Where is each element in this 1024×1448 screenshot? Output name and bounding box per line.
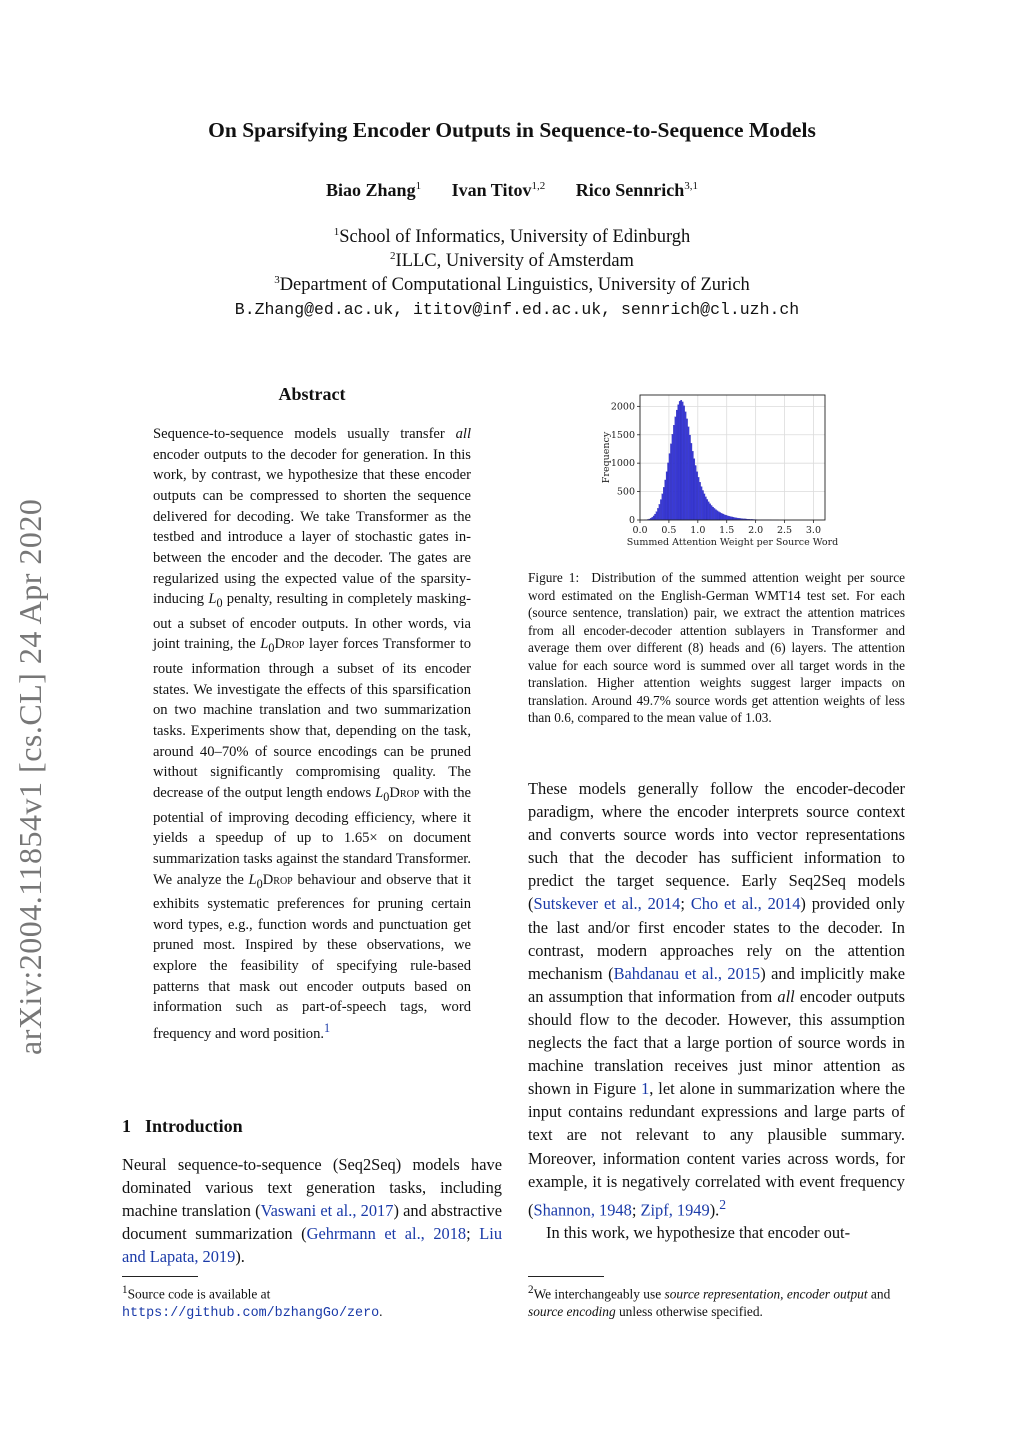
citation-link[interactable]: Vaswani et al., 2017 xyxy=(260,1201,394,1221)
y-tick-label: 1500 xyxy=(610,429,635,441)
histogram-bar xyxy=(717,511,718,520)
histogram-bar xyxy=(680,400,681,520)
histogram-bar xyxy=(695,465,696,520)
histogram-bar xyxy=(675,417,676,520)
affiliation: $^2$ILLC, University of Amsterdam xyxy=(390,250,634,272)
histogram-bar xyxy=(679,401,680,520)
body-paragraph: These models generally follow the encoder-decoder paradigm, where the encoder interprets source context and converts source words into vector representations such that the decoder has sufficient information to predict the target sequence. Early Seq2Seq models (Sutskever et al., 2014; Cho et al., 2014) provided only the last and/or first encoder states to the decoder. In contrast, modern approaches rely on the attention mechanism (Bahdanau et al., 2015) and implicitly make an assumption that information from all encoder outputs should flow to the decoder. However, this assumption neglects the fact that a large portion of source words in machine translation receives just minor attention as shown in Figure 1, let alone in summarization where the input contains redundant expressions and large parts of text are not relevant to any plausible summary. Moreover, information content varies across words, for example, it is negatively correlated with event frequency (Shannon, 1948; Zipf, 1949).$^2$ xyxy=(528,779,906,1220)
x-tick-label: 1.5 xyxy=(719,525,735,536)
histogram-bar xyxy=(660,500,661,520)
x-tick-label: 1.0 xyxy=(690,525,706,536)
citation-link[interactable]: Liu and Lapata, 2019 xyxy=(122,1224,503,1267)
affiliation: $^3$Department of Computational Linguistics, University of Zurich xyxy=(274,274,750,296)
author: Ivan Titov$^{1,2}$ xyxy=(451,180,546,200)
histogram-bar xyxy=(669,454,670,520)
histogram-bar xyxy=(693,459,694,520)
histogram-bar xyxy=(706,499,707,520)
footnote: $^2$We interchangeably use source representation, encoder output and source encoding unless otherwise specified. xyxy=(528,1284,891,1320)
histogram-bar xyxy=(709,504,710,520)
histogram-bar xyxy=(704,494,705,520)
histogram-bar xyxy=(663,487,664,520)
histogram-bar xyxy=(728,516,729,520)
histogram-bar xyxy=(711,505,712,520)
figure-ref-link[interactable]: 1 xyxy=(641,1079,650,1099)
histogram-bar xyxy=(721,513,722,520)
histogram-bar xyxy=(688,427,689,520)
footnote: $^1$Source code is available at https://github.com/bzhangGo/zero. xyxy=(122,1284,383,1322)
histogram-bar xyxy=(719,513,720,521)
histogram-bar xyxy=(731,517,732,520)
author-list xyxy=(0,180,1024,201)
histogram-bar xyxy=(665,480,666,520)
footnote-divider xyxy=(528,1276,604,1277)
histogram-bar xyxy=(691,443,692,520)
histogram-bar xyxy=(712,507,713,520)
histogram-bar xyxy=(673,425,674,520)
citation-link[interactable]: Zipf, 1949 xyxy=(640,1200,710,1220)
histogram-bar xyxy=(667,463,668,520)
histogram-bar xyxy=(725,515,726,520)
citation-link[interactable]: Shannon, 1948 xyxy=(533,1200,632,1220)
abstract-heading: Abstract xyxy=(278,384,346,404)
histogram-bar xyxy=(692,451,693,520)
x-tick-label: 3.0 xyxy=(805,525,821,536)
histogram-bar xyxy=(653,516,654,520)
histogram-bar xyxy=(727,516,728,520)
x-tick-label: 0.0 xyxy=(632,525,648,536)
histogram-bar xyxy=(722,514,723,520)
y-axis-label: Frequency xyxy=(601,431,612,484)
footnote-divider xyxy=(122,1276,198,1277)
footnote-ref[interactable]: 2 xyxy=(719,1196,727,1212)
histogram-bar xyxy=(657,508,658,520)
histogram-bar xyxy=(699,482,700,520)
histogram-bar xyxy=(683,406,684,520)
histogram-bar xyxy=(682,402,683,520)
figure-caption: Figure 1: Distribution of the summed attention weight per source word estimated on the English-German WMT14 test set. For each (source sentence, translation) pair, we extract the attention matrices from all encoder-decoder attention sublayers in Transformer and average them over different (8) heads and (6) layers. The attention value for each source word is summed over all target words in the translation. Higher attention weights suggest larger impacts on translation. Around 49.7% source words get attention weights of less than 0.6, compared to the mean value of 1.03. xyxy=(528,570,905,725)
histogram-bar xyxy=(689,435,690,520)
paper-title: On Sparsifying Encoder Outputs in Sequence-to-Sequence Models xyxy=(208,118,816,142)
histogram-bar xyxy=(670,444,671,520)
histogram-bar xyxy=(730,517,731,520)
y-tick-label: 1000 xyxy=(610,458,635,470)
citation-link[interactable]: Bahdanau et al., 2015 xyxy=(613,963,761,983)
histogram-bar xyxy=(698,477,699,520)
histogram-bar xyxy=(666,472,667,520)
footnote-ref[interactable]: 1 xyxy=(324,1021,331,1035)
citation-link[interactable]: Gehrmann et al., 2018 xyxy=(306,1224,467,1244)
attention-histogram xyxy=(595,390,855,555)
histogram-bar xyxy=(662,494,663,520)
histogram-bar xyxy=(705,497,706,520)
histogram-bar xyxy=(659,504,660,520)
histogram-bar xyxy=(685,412,686,520)
citation-link[interactable]: Sutskever et al., 2014 xyxy=(533,894,681,914)
affiliation: $^1$School of Informatics, University of Edinburgh xyxy=(333,226,691,248)
y-tick-label: 2000 xyxy=(610,401,635,413)
histogram-bar xyxy=(672,434,673,520)
arxiv-stamp: arXiv:2004.11854v1 [cs.CL] 24 Apr 2020 xyxy=(12,498,48,1055)
x-tick-label: 0.5 xyxy=(661,525,677,536)
y-tick-label: 0 xyxy=(628,515,635,526)
histogram-bar xyxy=(696,472,697,520)
author-emails: B.Zhang@ed.ac.uk, ititov@inf.ed.ac.uk, sennrich@cl.uzh.ch xyxy=(234,300,800,319)
histogram-bar xyxy=(708,502,709,520)
histogram-bar xyxy=(678,405,679,520)
abstract-text: Sequence-to-sequence models usually transfer all encoder outputs to the decoder for generation. In this work, by contrast, we hypothesize that these encoder outputs can be compressed to shorten the sequence delivered for decoding. We take Transformer as the testbed and introduce a layer of stochastic gates in-between the encoder and the decoder. The gates are regularized using the expected value of the sparsity-inducing $L_0$ penalty, resulting in completely masking-out a subset of encoder outputs. In other words, via joint training, the $L_0Drop$ layer forces Transformer to route information through a subset of its encoder states. We investigate the effects of this sparsification on two machine translation and two summarization tasks. Experiments show that, depending on the task, around 40–70% of source encodings can be pruned without significantly compromising quality. The decrease of the output length endows $L_0Drop$ with the potential of improving decoding efficiency, where it yields a speedup of up to 1.65× on document summarization tasks against the standard Transformer. We analyze the $L_0Drop$ behaviour and observe that it exhibits systematic preferences for pruning certain word types, e.g., function words and punctuation get pruned most. Inspired by these observations, we explore the feasibility of specifying rule-based patterns that mask out encoder outputs based on information such as part-of-speech tags, word frequency and word position.$^1$ xyxy=(153,426,472,1042)
citation-link[interactable]: Cho et al., 2014 xyxy=(690,894,801,914)
x-axis-label: Summed Attention Weight per Source Word xyxy=(626,537,839,548)
intro-paragraph: Neural sequence-to-sequence (Seq2Seq) models have dominated various text generation tasks, including machine translation (Vaswani et al., 2017) and abstractive document summarization (Gehrmann et al., 2018; Liu and Lapata, 2019). xyxy=(122,1155,503,1267)
x-tick-label: 2.0 xyxy=(748,525,764,536)
y-tick-label: 500 xyxy=(616,486,635,498)
histogram-bar xyxy=(702,490,703,520)
code-url-link[interactable]: https://github.com/bzhangGo/zero xyxy=(122,1306,380,1322)
histogram-bar xyxy=(718,512,719,520)
histogram-bar xyxy=(715,510,716,520)
histogram-bar xyxy=(654,514,655,520)
histogram-bar xyxy=(686,419,687,520)
section-heading: 1 Introduction xyxy=(122,1116,243,1136)
body-paragraph: In this work, we hypothesize that encoder out- xyxy=(546,1223,851,1243)
histogram-bar xyxy=(701,487,702,520)
histogram-bar xyxy=(714,508,715,520)
histogram-bar xyxy=(724,515,725,520)
histogram-bar xyxy=(676,410,677,520)
histogram-bar xyxy=(656,512,657,520)
intro-right-column xyxy=(528,777,905,1244)
x-tick-label: 2.5 xyxy=(776,525,793,536)
author: Rico Sennrich$^{3,1}$ xyxy=(575,180,698,200)
author: Biao Zhang$^1$ xyxy=(326,180,422,200)
